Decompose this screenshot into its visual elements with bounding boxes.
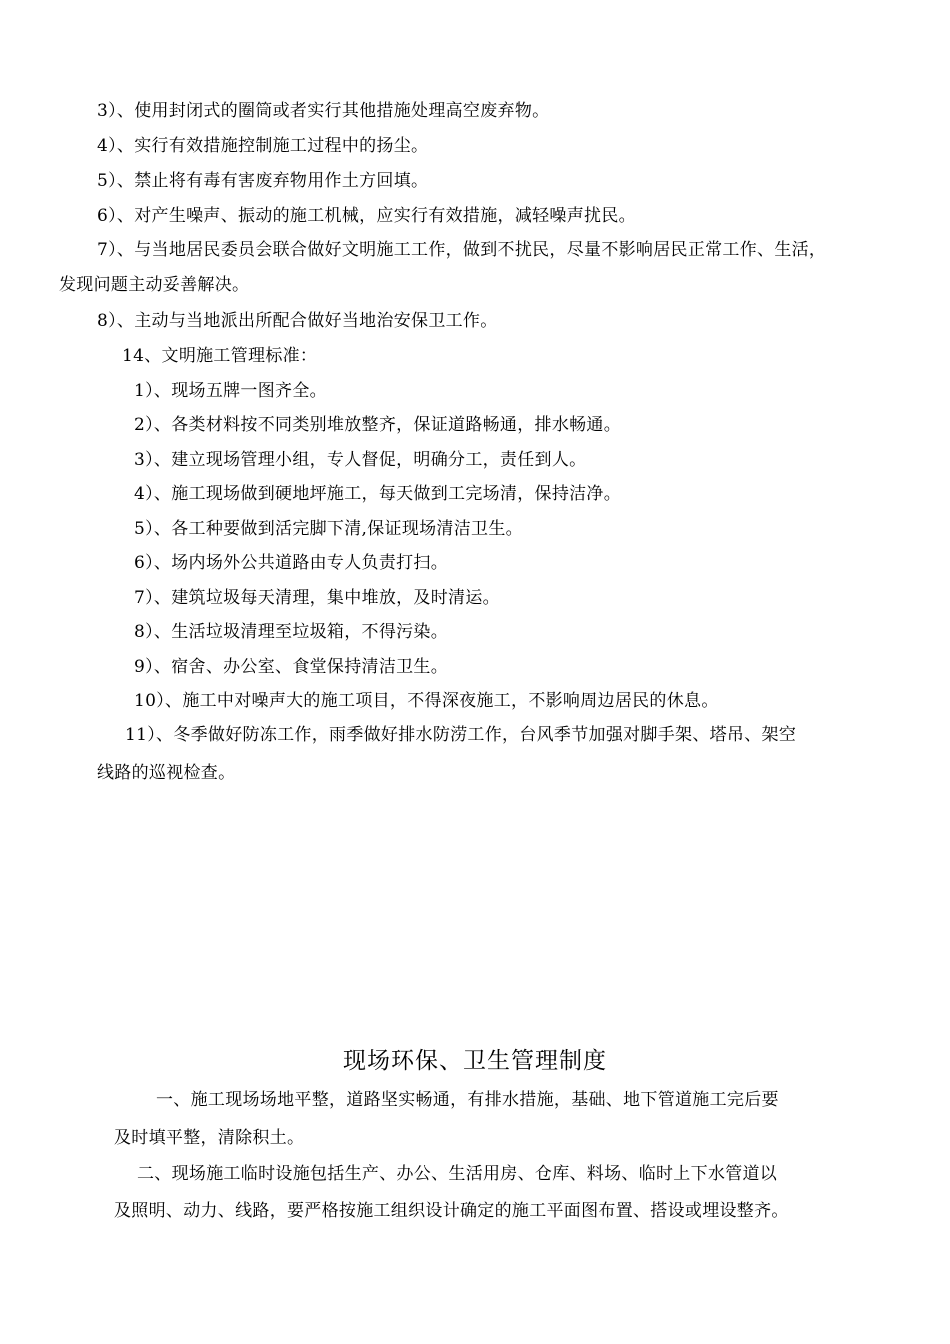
list-item: 9）、宿舍、办公室、食堂保持清洁卫生。 <box>134 657 449 677</box>
list-item: 1）、现场五牌一图齐全。 <box>134 381 327 401</box>
text-line: 5）、禁止将有毒有害废弃物用作土方回填。 <box>97 171 429 191</box>
list-item: 4）、施工现场做到硬地坪施工，每天做到工完场清，保持洁净。 <box>134 484 622 504</box>
paragraph-line: 二、现场施工临时设施包括生产、办公、生活用房、仓库、料场、临时上下水管道以 <box>137 1164 778 1184</box>
list-item: 11）、冬季做好防冻工作，雨季做好排水防涝工作，台风季节加强对脚手架、塔吊、架空 <box>125 725 797 745</box>
text-line: 发现问题主动妥善解决。 <box>59 275 250 295</box>
text-line: 6）、对产生噪声、振动的施工机械，应实行有效措施，减轻噪声扰民。 <box>97 206 636 226</box>
list-item: 6）、场内场外公共道路由专人负责打扫。 <box>134 553 449 573</box>
text-line: 8）、主动与当地派出所配合做好当地治安保卫工作。 <box>97 311 498 331</box>
list-item: 10）、施工中对噪声大的施工项目，不得深夜施工，不影响周边居民的休息。 <box>134 691 719 711</box>
list-item: 2）、各类材料按不同类别堆放整齐，保证道路畅通，排水畅通。 <box>134 415 622 435</box>
list-item: 3）、建立现场管理小组，专人督促，明确分工，责任到人。 <box>134 450 587 470</box>
list-item: 线路的巡视检查。 <box>97 763 236 783</box>
paragraph-line: 及照明、动力、线路，要严格按施工组织设计确定的施工平面图布置、搭设或埋设整齐。 <box>114 1201 789 1221</box>
text-line: 4）、实行有效措施控制施工过程中的扬尘。 <box>97 136 429 156</box>
paragraph-line: 一、施工现场场地平整，道路坚实畅通，有排水措施，基础、地下管道施工完后要 <box>156 1090 779 1110</box>
list-item: 8）、生活垃圾清理至垃圾箱，不得污染。 <box>134 622 449 642</box>
list-item: 7）、建筑垃圾每天清理，集中堆放，及时清运。 <box>134 588 500 608</box>
page-title: 现场环保、卫生管理制度 <box>343 1048 607 1074</box>
text-line: 7）、与当地居民委员会联合做好文明施工工作，做到不扰民，尽量不影响居民正常工作、生活， <box>97 240 827 260</box>
text-line: 3）、使用封闭式的圈筒或者实行其他措施处理高空废弃物。 <box>97 101 550 121</box>
paragraph-line: 及时填平整，清除积土。 <box>114 1128 305 1148</box>
section-heading: 14、文明施工管理标准： <box>122 346 318 366</box>
list-item: 5）、各工种要做到活完脚下清,保证现场清洁卫生。 <box>134 519 523 539</box>
